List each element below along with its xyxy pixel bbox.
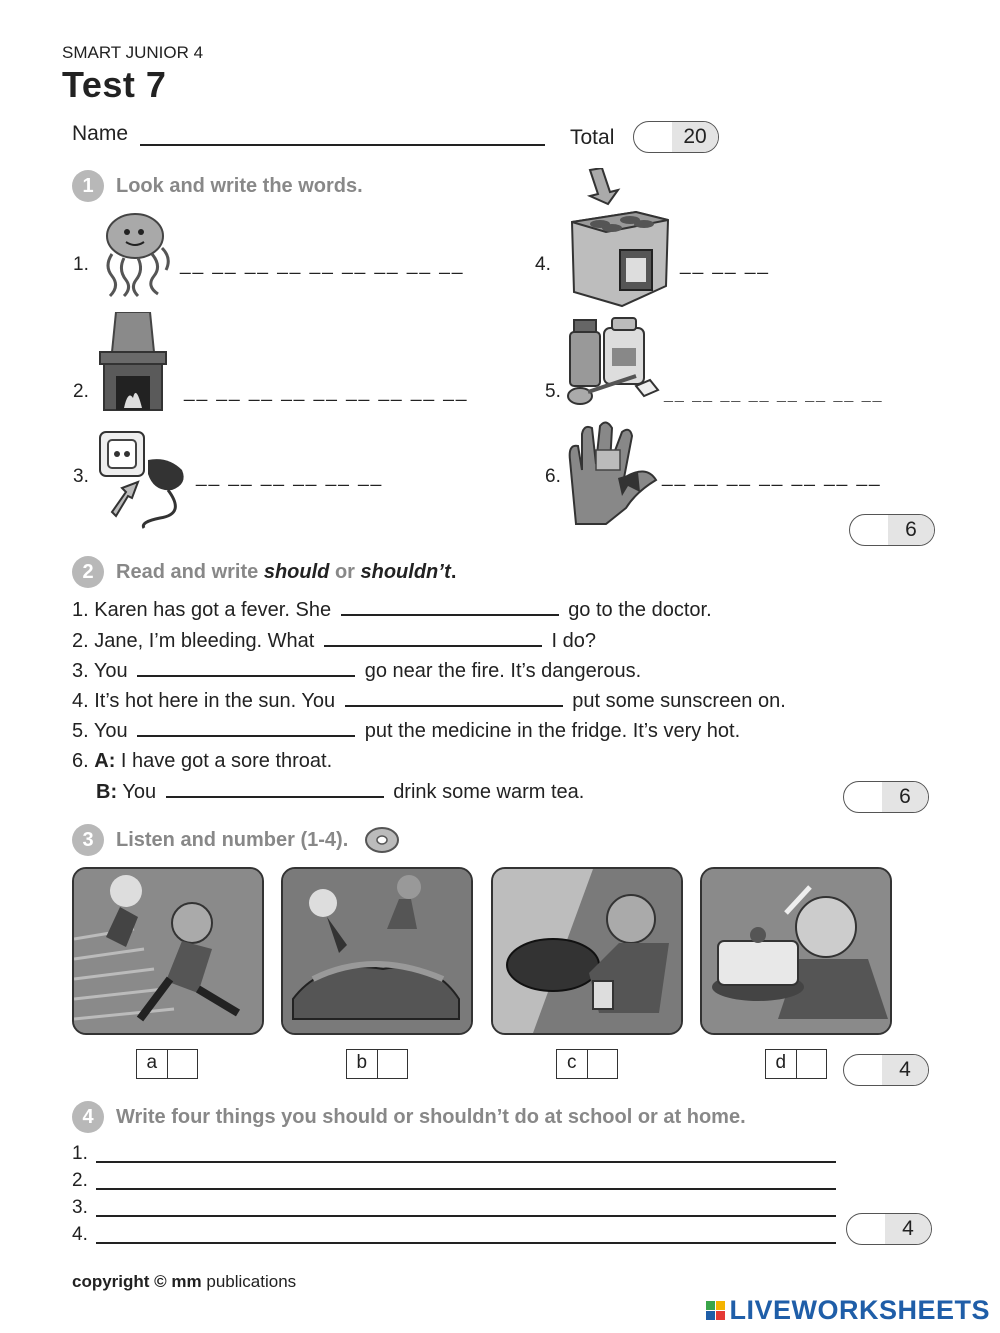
- item5-number: 5.: [545, 381, 561, 402]
- picture-painting: [491, 867, 683, 1035]
- item2-number: 2.: [73, 381, 89, 402]
- publisher-name: publications: [206, 1272, 297, 1291]
- write-line-2[interactable]: [96, 1188, 836, 1190]
- cooker-icon: [566, 168, 674, 308]
- item4-blanks[interactable]: __ __ __: [680, 254, 770, 275]
- sentence-5: [72, 715, 740, 746]
- sentence-4: [72, 685, 786, 716]
- series-title: SMART JUNIOR 4: [62, 43, 204, 62]
- sentence-6-blank[interactable]: [166, 776, 384, 798]
- page-title: Test 7: [62, 64, 167, 105]
- sentence-5-blank[interactable]: [137, 715, 355, 737]
- liveworksheets-logo[interactable]: [706, 1295, 990, 1326]
- name-input[interactable]: [140, 144, 545, 146]
- sentence-4-after: put some sunscreen on.: [572, 690, 786, 712]
- section3-score: [843, 1054, 929, 1086]
- sentence-6-before: You: [122, 781, 157, 803]
- section2-or: or: [334, 560, 355, 583]
- section2-period: .: [450, 560, 457, 583]
- total-value: 20: [683, 125, 707, 148]
- item3-number: 3.: [73, 466, 89, 487]
- write-line-1-number: 1.: [72, 1143, 88, 1164]
- liveworksheets-cube-icon: [706, 1301, 725, 1320]
- picture-stairs: [72, 867, 264, 1035]
- section4-score: [846, 1213, 932, 1245]
- section1-badge: 1: [72, 170, 104, 202]
- answer-box-c[interactable]: [556, 1049, 618, 1079]
- cd-audio-icon[interactable]: [362, 824, 402, 856]
- girl-cutting-cake-icon: [702, 869, 890, 1033]
- section2-word-should: should: [263, 560, 330, 583]
- write-line-2-number: 2.: [72, 1170, 88, 1191]
- sentence-1-after: go to the doctor.: [568, 599, 712, 621]
- answer-letter-a: a: [137, 1050, 168, 1078]
- item1-blanks[interactable]: __ __ __ __ __ __ __ __ __: [180, 254, 465, 275]
- sentence-5-after: put the medicine in the fridge. It’s very hot.: [364, 720, 741, 742]
- picture-cake: [700, 867, 892, 1035]
- section2-score-value: 6: [899, 785, 911, 808]
- section2-instruction-start: Read and write: [116, 560, 259, 583]
- section1-score: [849, 514, 935, 546]
- section2-word-shouldnt: shouldn’t: [360, 560, 451, 583]
- item5-blanks[interactable]: __ __ __ __ __ __ __ __: [664, 386, 884, 403]
- sentence-6b: [96, 776, 584, 807]
- name-label: Name: [72, 122, 129, 145]
- write-line-3[interactable]: [96, 1215, 836, 1217]
- section4-header: [72, 1101, 746, 1133]
- sentence-3-after: go near the fire. It’s dangerous.: [364, 660, 642, 682]
- socket-icon: [98, 430, 196, 530]
- section1-score-value: 6: [905, 518, 917, 541]
- sentence-2-before: 2. Jane, I’m bleeding. What: [72, 630, 315, 652]
- sentence-6-after: drink some warm tea.: [393, 781, 585, 803]
- jellyfish-icon: [96, 208, 174, 300]
- boy-painting-icon: [493, 869, 681, 1033]
- sentence-2-after: I do?: [551, 630, 596, 652]
- sentence-4-blank[interactable]: [345, 685, 563, 707]
- answer-input-c[interactable]: [588, 1050, 618, 1078]
- answer-letter-d: d: [766, 1050, 797, 1078]
- sentence-1-blank[interactable]: [341, 594, 559, 616]
- glove-icon: [566, 420, 662, 526]
- answer-input-a[interactable]: [168, 1050, 198, 1078]
- write-line-1[interactable]: [96, 1161, 836, 1163]
- answer-input-b[interactable]: [378, 1050, 408, 1078]
- item6-blanks[interactable]: __ __ __ __ __ __ __: [662, 466, 882, 487]
- sentence-3-before: 3. You: [72, 660, 128, 682]
- section1-header: [72, 170, 363, 202]
- section4-badge: 4: [72, 1101, 104, 1133]
- speaker-b-label: B:: [96, 781, 118, 803]
- section4-score-value: 4: [902, 1217, 914, 1240]
- picture-bed: [281, 867, 473, 1035]
- sentence-4-before: 4. It’s hot here in the sun. You: [72, 690, 336, 712]
- sentence-6a: [72, 746, 332, 776]
- sentence-2: [72, 625, 596, 656]
- section4-instruction: Write four things you should or shouldn’t do at school or at home.: [116, 1105, 746, 1128]
- answer-input-d[interactable]: [797, 1050, 827, 1078]
- write-line-4[interactable]: [96, 1242, 836, 1244]
- medicine-icon: [566, 316, 660, 408]
- section3-score-value: 4: [899, 1058, 911, 1081]
- sentence-3: [72, 655, 641, 686]
- sentence-6-number: 6.: [72, 750, 89, 772]
- section3-header: [72, 824, 402, 856]
- section1-instruction: Look and write the words.: [116, 174, 363, 197]
- item4-number: 4.: [535, 254, 551, 275]
- answer-box-d[interactable]: [765, 1049, 827, 1079]
- copyright: [72, 1272, 296, 1292]
- write-line-4-number: 4.: [72, 1224, 88, 1245]
- answer-box-a[interactable]: [136, 1049, 198, 1079]
- sentence-2-blank[interactable]: [324, 625, 542, 647]
- section2-badge: 2: [72, 556, 104, 588]
- speaker-a-label: A:: [94, 750, 116, 772]
- section2-score: [843, 781, 929, 813]
- answer-letter-b: b: [347, 1050, 378, 1078]
- sentence-1-before: 1. Karen has got a fever. She: [72, 599, 332, 621]
- item1-number: 1.: [73, 254, 89, 275]
- sentence-3-blank[interactable]: [137, 655, 355, 677]
- answer-letter-c: c: [557, 1050, 588, 1078]
- copyright-label: copyright © mm: [72, 1272, 202, 1291]
- fireplace-icon: [98, 312, 168, 412]
- item6-number: 6.: [545, 466, 561, 487]
- answer-box-b[interactable]: [346, 1049, 408, 1079]
- section3-badge: 3: [72, 824, 104, 856]
- item3-blanks[interactable]: __ __ __ __ __ __: [196, 466, 384, 487]
- total-label: Total: [570, 126, 615, 149]
- write-line-3-number: 3.: [72, 1197, 88, 1218]
- kids-jumping-on-bed-icon: [283, 869, 471, 1033]
- item2-blanks[interactable]: __ __ __ __ __ __ __ __ __: [184, 381, 469, 402]
- kids-running-on-stairs-icon: [74, 869, 262, 1033]
- sentence-5-before: 5. You: [72, 720, 128, 742]
- liveworksheets-wordmark: LIVEWORKSHEETS: [729, 1295, 990, 1325]
- section2-header: [72, 556, 456, 588]
- speaker-a-text: I have got a sore throat.: [120, 750, 333, 772]
- sentence-1: [72, 594, 712, 625]
- section3-instruction: Listen and number (1-4).: [116, 828, 349, 851]
- total-score: [633, 121, 719, 153]
